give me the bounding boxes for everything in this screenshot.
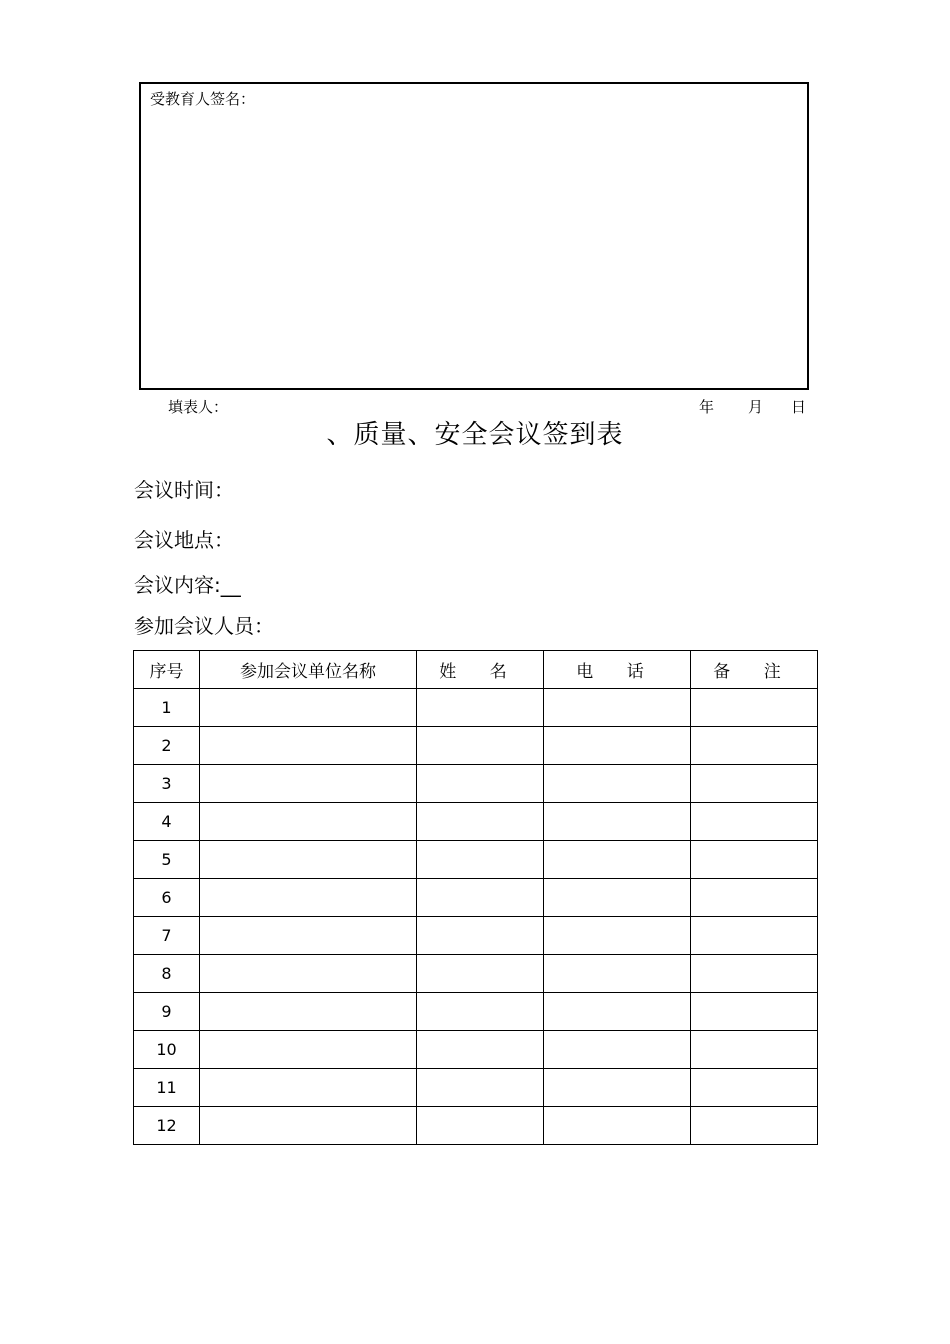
cell-unit-name[interactable] [200, 993, 417, 1031]
cell-name[interactable] [417, 1031, 544, 1069]
cell-name[interactable] [417, 1107, 544, 1145]
cell-name[interactable] [417, 955, 544, 993]
filler-label: 填表人： [168, 398, 229, 416]
table-row [134, 765, 818, 803]
row-index: 8 [134, 955, 200, 993]
cell-phone[interactable] [544, 1107, 691, 1145]
meeting-place-field: 会议地点： [134, 528, 234, 552]
cell-name[interactable] [417, 727, 544, 765]
cell-unit-name[interactable] [200, 955, 417, 993]
row-index: 11 [134, 1069, 200, 1107]
cell-phone[interactable] [544, 727, 691, 765]
cell-phone[interactable] [544, 765, 691, 803]
cell-name[interactable] [417, 917, 544, 955]
cell-remarks[interactable] [691, 879, 818, 917]
cell-remarks[interactable] [691, 689, 818, 727]
cell-remarks[interactable] [691, 1069, 818, 1107]
cell-unit-name[interactable] [200, 917, 417, 955]
table-row [134, 1031, 818, 1069]
row-index: 9 [134, 993, 200, 1031]
header-name: 姓 名 [417, 651, 544, 689]
cell-name[interactable] [417, 879, 544, 917]
signature-box[interactable] [139, 82, 809, 390]
cell-name[interactable] [417, 993, 544, 1031]
cell-name[interactable] [417, 689, 544, 727]
table-row [134, 727, 818, 765]
row-index: 10 [134, 1031, 200, 1069]
table-row [134, 689, 818, 727]
row-index: 3 [134, 765, 200, 803]
table-row [134, 993, 818, 1031]
cell-phone[interactable] [544, 879, 691, 917]
table-body [134, 689, 818, 1145]
meeting-content-field: 会议内容:__ [134, 573, 241, 597]
table-row [134, 1107, 818, 1145]
cell-phone[interactable] [544, 1031, 691, 1069]
row-index: 4 [134, 803, 200, 841]
attendees-label: 参加会议人员： [134, 614, 274, 638]
cell-remarks[interactable] [691, 993, 818, 1031]
date-year-label: 年 [699, 398, 715, 416]
cell-phone[interactable] [544, 917, 691, 955]
cell-remarks[interactable] [691, 765, 818, 803]
cell-phone[interactable] [544, 803, 691, 841]
meeting-time-field: 会议时间： [134, 478, 234, 502]
cell-phone[interactable] [544, 955, 691, 993]
table-row [134, 803, 818, 841]
signature-label: 受教育人签名： [150, 90, 256, 108]
cell-name[interactable] [417, 765, 544, 803]
cell-remarks[interactable] [691, 1107, 818, 1145]
signin-table [133, 650, 818, 1145]
table-row [134, 1069, 818, 1107]
table-header-row [134, 651, 818, 689]
cell-name[interactable] [417, 841, 544, 879]
cell-unit-name[interactable] [200, 1069, 417, 1107]
row-index: 1 [134, 689, 200, 727]
header-unit-name: 参加会议单位名称 [200, 651, 417, 689]
header-remarks: 备 注 [691, 651, 818, 689]
cell-unit-name[interactable] [200, 1031, 417, 1069]
row-index: 5 [134, 841, 200, 879]
page-title: 、质量、安全会议签到表 [326, 420, 624, 450]
cell-remarks[interactable] [691, 727, 818, 765]
header-phone: 电 话 [544, 651, 691, 689]
cell-unit-name[interactable] [200, 841, 417, 879]
cell-phone[interactable] [544, 1069, 691, 1107]
cell-phone[interactable] [544, 689, 691, 727]
date-month-label: 月 [748, 398, 764, 416]
cell-unit-name[interactable] [200, 765, 417, 803]
cell-name[interactable] [417, 803, 544, 841]
cell-remarks[interactable] [691, 803, 818, 841]
cell-unit-name[interactable] [200, 689, 417, 727]
cell-phone[interactable] [544, 993, 691, 1031]
cell-remarks[interactable] [691, 841, 818, 879]
cell-unit-name[interactable] [200, 803, 417, 841]
cell-name[interactable] [417, 1069, 544, 1107]
row-index: 7 [134, 917, 200, 955]
row-index: 12 [134, 1107, 200, 1145]
cell-unit-name[interactable] [200, 727, 417, 765]
cell-remarks[interactable] [691, 917, 818, 955]
row-index: 2 [134, 727, 200, 765]
row-index: 6 [134, 879, 200, 917]
table-row [134, 917, 818, 955]
date-day-label: 日 [791, 398, 807, 416]
cell-unit-name[interactable] [200, 879, 417, 917]
header-index: 序号 [134, 651, 200, 689]
table-row [134, 955, 818, 993]
cell-unit-name[interactable] [200, 1107, 417, 1145]
table-row [134, 879, 818, 917]
cell-remarks[interactable] [691, 1031, 818, 1069]
table-row [134, 841, 818, 879]
cell-remarks[interactable] [691, 955, 818, 993]
cell-phone[interactable] [544, 841, 691, 879]
